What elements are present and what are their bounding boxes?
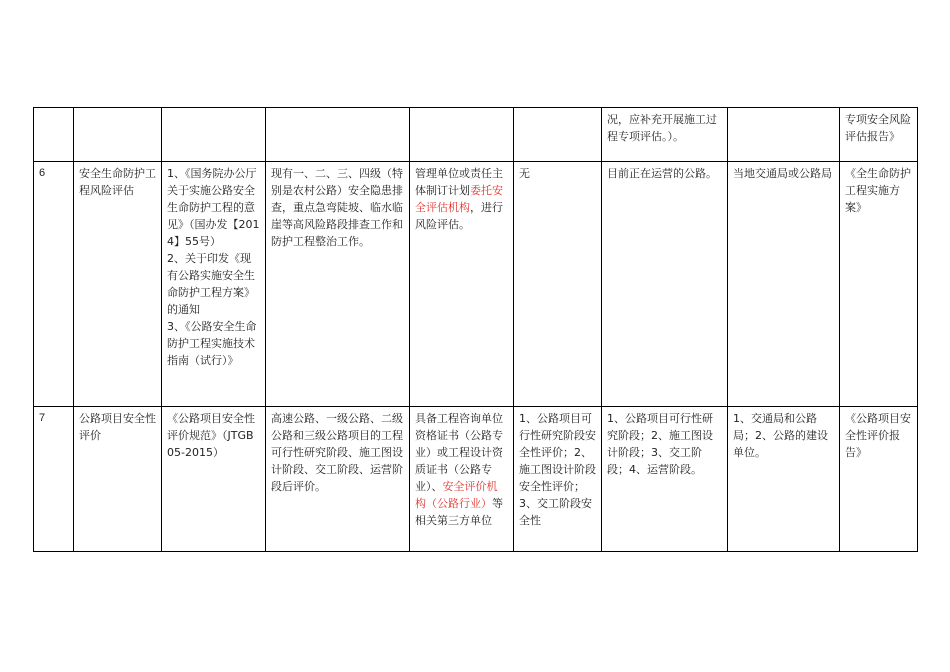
risk-assessment-table xyxy=(33,107,918,552)
subject-cell xyxy=(410,407,514,552)
table-row xyxy=(34,407,918,552)
subject-text: 管理单位或责任主体制订计划 xyxy=(415,167,503,197)
output-cell: 专项安全风险评估报告》 xyxy=(840,108,918,162)
scope-cell: 高速公路、一级公路、二级公路和三级公路项目的工程可行性研究阶段、施工图设计阶段、交工阶段、运营阶段后评价。 xyxy=(266,407,410,552)
subject-cell xyxy=(410,108,514,162)
table-row xyxy=(34,108,918,162)
scope-cell xyxy=(266,108,410,162)
basis-cell xyxy=(162,407,266,552)
result-cell xyxy=(514,108,602,162)
result-cell: 无 xyxy=(514,162,602,407)
status-cell: 1、公路项目可行性研究阶段；2、施工图设计阶段；3、交工阶段；4、运营阶段。 xyxy=(602,407,728,552)
item-name: 公路项目安全性评价 xyxy=(74,407,162,552)
scope-cell: 现有一、二、三、四级（特别是农村公路）安全隐患排查，重点急弯陡坡、临水临崖等高风险路段排查工作和防护工程整治工作。 xyxy=(266,162,410,407)
table-row xyxy=(34,162,918,407)
basis-item: 1、《国务院办公厅关于实施公路安全生命防护工程的意见》（国办发【2014】55号） xyxy=(167,167,260,248)
dept-cell: 当地交通局或公路局 xyxy=(728,162,840,407)
output-cell: 《公路项目安全性评价报告》 xyxy=(840,407,918,552)
output-cell: 《全生命防护工程实施方案》 xyxy=(840,162,918,407)
dept-cell xyxy=(728,108,840,162)
row-number: 6 xyxy=(34,162,74,407)
status-cell: 目前正在运营的公路。 xyxy=(602,162,728,407)
dept-cell: 1、交通局和公路局；2、公路的建设单位。 xyxy=(728,407,840,552)
basis-item: 3、《公路安全生命防护工程实施技术指南（试行）》 xyxy=(167,320,257,367)
subject-text: 等相关第三方单位 xyxy=(415,497,503,527)
item-name: 安全生命防护工程风险评估 xyxy=(74,162,162,407)
status-cell: 况，应补充开展施工过程专项评估。）。 xyxy=(602,108,728,162)
basis-cell xyxy=(162,108,266,162)
row-number: 7 xyxy=(34,407,74,552)
basis-item: 《公路项目安全性评价规范》（JTGB05-2015） xyxy=(167,412,255,459)
result-cell: 1、公路项目可行性研究阶段安全性评价；2、施工图设计阶段安全性评价；3、交工阶段安全性 xyxy=(514,407,602,552)
subject-highlight: 安全评价机构（公路行业） xyxy=(415,480,498,510)
subject-highlight: 委托安全评估机构 xyxy=(415,184,503,214)
row-number xyxy=(34,108,74,162)
basis-item: 2、关于印发《现有公路实施安全生命防护工程方案》的通知 xyxy=(167,252,255,316)
basis-cell xyxy=(162,162,266,407)
subject-text: ，进行风险评估。 xyxy=(415,201,503,231)
subject-cell xyxy=(410,162,514,407)
subject-text: 具备工程咨询单位资格证书（公路专业）或工程设计资质证书（公路专业）、 xyxy=(415,412,503,493)
item-name xyxy=(74,108,162,162)
